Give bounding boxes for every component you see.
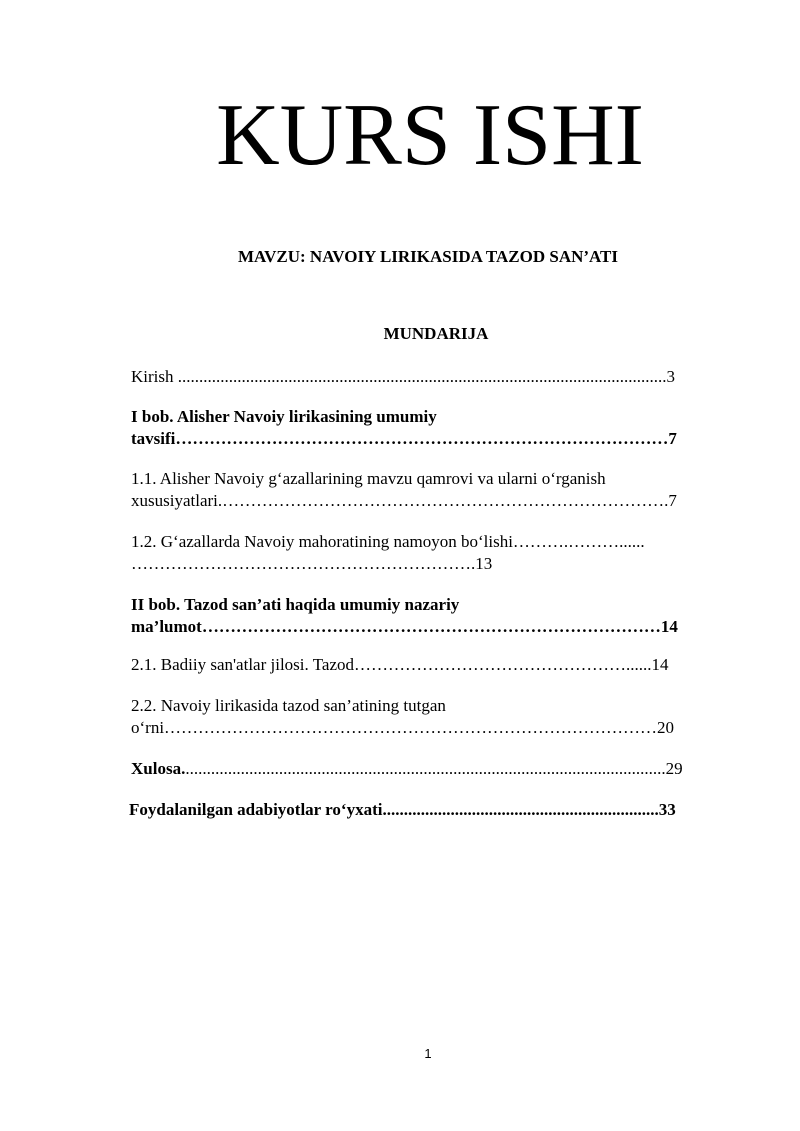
toc-entry-chapter-1-line-2: tavsifi……………………………………………………………………………7 <box>131 429 677 448</box>
toc-entry-chapter-2-line-1: II bob. Tazod san’ati haqida umumiy nazariy <box>131 595 460 614</box>
toc-heading: MUNDARIJA <box>383 324 489 343</box>
toc-entry-intro: Kirish ...................................................................................................................3 <box>131 367 675 386</box>
toc-entry-conclusion-bold: Xulosa. <box>131 759 186 778</box>
toc-entry-1-1-line-2: xususiyatlari.…………………………………………………………………….7 <box>131 491 677 510</box>
toc-entry-conclusion-rest: .................................................................................................................29 <box>185 759 683 778</box>
toc-entry-chapter-2-line-2: ma’lumot………………………………………………………………………14 <box>131 617 678 636</box>
page-number: 1 <box>424 1046 432 1061</box>
toc-entry-2-1: 2.1. Badiiy san'atlar jilosi. Tazod…………………………………………......14 <box>131 655 669 674</box>
toc-entry-2-2-line-1: 2.2. Navoiy lirikasida tazod san’atining tutgan <box>131 696 446 715</box>
toc-entry-1-2-line-2: …………………………………………………….13 <box>131 554 493 573</box>
document-title: KURS ISHI <box>216 87 644 184</box>
topic-heading: MAVZU: NAVOIY LIRIKASIDA TAZOD SAN’ATI <box>237 247 619 266</box>
toc-entry-chapter-1-line-1: I bob. Alisher Navoiy lirikasining umumiy <box>131 407 437 426</box>
toc-entry-1-1-line-1: 1.1. Alisher Navoiy g‘azallarining mavzu qamrovi va ularni o‘rganish <box>131 469 606 488</box>
toc-entry-2-2-line-2: o‘rni……………………………………………………………………………20 <box>131 718 675 737</box>
toc-entry-conclusion <box>131 758 683 780</box>
toc-entry-1-2-line-1: 1.2. G‘azallarda Navoiy mahoratining namoyon bo‘lishi……….………...... <box>131 532 645 551</box>
toc-entry-bibliography: Foydalanilgan adabiyotlar ro‘yxati.................................................................33 <box>129 800 676 819</box>
